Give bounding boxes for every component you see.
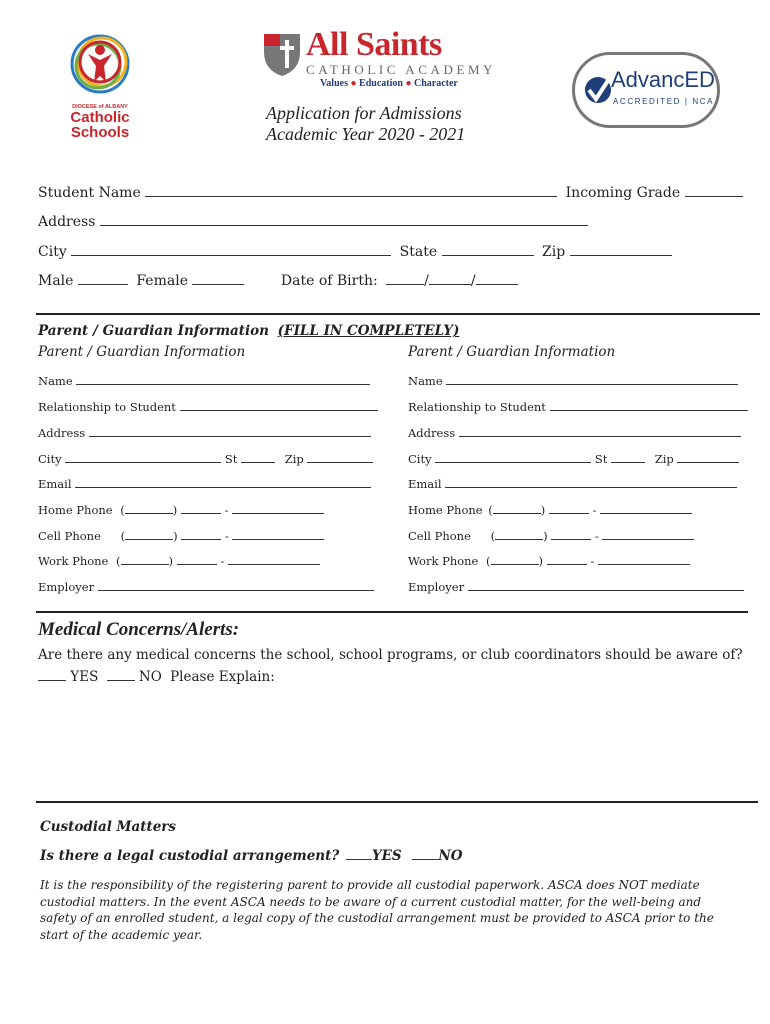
dash: - <box>590 554 595 568</box>
parent-col2-title: Parent / Guardian Information <box>408 344 616 360</box>
medical-answer-row <box>38 669 275 685</box>
logo-tagline: Values ● Education ● Character <box>320 78 458 89</box>
p2-city-field[interactable] <box>435 462 591 463</box>
p1-work-prefix-field[interactable] <box>177 564 217 565</box>
catholic-schools-logo <box>60 30 140 140</box>
p1-relationship-row <box>38 400 378 414</box>
dob-label: Date of Birth: <box>280 273 378 289</box>
incoming-grade-field[interactable] <box>685 196 743 197</box>
logo-diocese-text: DIOCESE of ALBANY <box>72 104 128 110</box>
female-field[interactable] <box>192 284 244 285</box>
p2-relationship-label: Relationship to Student <box>408 400 546 414</box>
paren-open: ( <box>120 529 126 543</box>
parent-heading-text: Parent / Guardian Information <box>38 323 269 339</box>
dash: - <box>220 554 225 568</box>
divider <box>36 313 760 315</box>
dash: - <box>594 529 599 543</box>
student-gender-row <box>38 273 518 289</box>
paren-close: ) <box>173 529 178 543</box>
p1-st-field[interactable] <box>241 462 275 463</box>
p2-work-line-field[interactable] <box>598 564 690 565</box>
circles-emblem-icon <box>60 30 140 100</box>
paren-close: ) <box>538 554 544 568</box>
paren-open: ( <box>490 529 496 543</box>
p1-city-field[interactable] <box>65 462 221 463</box>
p2-email-label: Email <box>408 477 442 491</box>
student-name-row <box>38 185 743 201</box>
dob-slash: / <box>470 273 476 289</box>
p2-address-field[interactable] <box>459 436 741 437</box>
p2-work-phone-row <box>408 554 690 568</box>
p2-st-field[interactable] <box>611 462 645 463</box>
dob-year-field[interactable] <box>476 284 518 285</box>
divider <box>36 801 758 803</box>
paren-open: ( <box>120 503 125 517</box>
custodial-question: Is there a legal custodial arrangement? <box>40 848 340 864</box>
p1-name-row <box>38 374 370 388</box>
p1-home-phone-label: Home Phone <box>38 503 113 517</box>
custodial-yes-field[interactable] <box>346 859 372 860</box>
p2-home-line-field[interactable] <box>600 513 692 514</box>
p1-city-label: City <box>38 452 62 466</box>
incoming-grade-label: Incoming Grade <box>565 185 681 201</box>
p1-home-prefix-field[interactable] <box>181 513 221 514</box>
divider <box>36 611 748 613</box>
advanced-name: AdvancED <box>611 67 715 92</box>
logo-schools-text: Schools <box>70 124 130 141</box>
p1-work-phone-row <box>38 554 320 568</box>
student-city-label: City <box>38 244 67 260</box>
p2-name-row <box>408 374 738 388</box>
student-state-label: State <box>399 244 438 260</box>
p2-home-area-field[interactable] <box>493 513 541 514</box>
p1-st-label: St <box>224 452 238 466</box>
dash: - <box>224 529 229 543</box>
p2-employer-row <box>408 580 744 594</box>
p2-cell-area-field[interactable] <box>495 539 543 540</box>
student-city-field[interactable] <box>71 255 391 256</box>
p2-zip-field[interactable] <box>677 462 739 463</box>
dob-slash: / <box>424 273 429 289</box>
p2-address-label: Address <box>408 426 456 440</box>
p1-employer-label: Employer <box>38 580 95 594</box>
advanced-logo <box>572 52 720 128</box>
student-address-field[interactable] <box>100 225 588 226</box>
p1-city-row <box>38 452 373 466</box>
medical-explain-area[interactable] <box>36 694 756 794</box>
parent-heading-note: (FILL IN COMPLETELY) <box>277 323 460 339</box>
student-address-label: Address <box>38 214 96 230</box>
p1-cell-area-field[interactable] <box>125 539 173 540</box>
p1-name-field[interactable] <box>76 384 370 385</box>
logo-catholic-text: Catholic <box>70 109 130 126</box>
medical-no-field[interactable] <box>107 680 135 681</box>
p2-relationship-field[interactable] <box>550 410 748 411</box>
p2-st-label: St <box>594 452 608 466</box>
form-title: Application for Admissions <box>266 103 462 123</box>
medical-yes-field[interactable] <box>38 680 66 681</box>
medical-yes-label: YES <box>70 669 99 685</box>
custodial-yes-label: YES <box>371 848 402 864</box>
p1-address-field[interactable] <box>89 436 371 437</box>
p2-cell-phone-label: Cell Phone <box>408 529 471 543</box>
paren-open: ( <box>486 554 491 568</box>
shield-cross-icon <box>262 32 302 78</box>
custodial-no-field[interactable] <box>412 859 438 860</box>
parent-section-heading <box>38 323 459 339</box>
custodial-heading: Custodial Matters <box>40 819 177 835</box>
paren-close: ) <box>540 503 546 517</box>
p1-relationship-field[interactable] <box>180 410 378 411</box>
p2-work-area-field[interactable] <box>491 564 539 565</box>
catholic-academy-text: CATHOLIC ACADEMY <box>306 62 497 77</box>
p1-zip-label: Zip <box>284 452 304 466</box>
paren-close: ) <box>172 503 178 517</box>
advanced-sub: ACCREDITED | NCA <box>613 97 715 106</box>
p2-cell-line-field[interactable] <box>602 539 694 540</box>
student-name-field[interactable] <box>145 196 557 197</box>
p2-email-row <box>408 477 737 491</box>
medical-question: Are there any medical concerns the school, school programs, or club coordinators should be aware of? <box>38 647 743 663</box>
p2-employer-field[interactable] <box>468 590 744 591</box>
p1-home-line-field[interactable] <box>232 513 324 514</box>
form-year: Academic Year 2020 - 2021 <box>266 124 466 144</box>
p2-work-phone-label: Work Phone <box>408 554 479 568</box>
paren-open: ( <box>116 554 121 568</box>
student-zip-label: Zip <box>542 244 566 260</box>
student-zip-field[interactable] <box>570 255 672 256</box>
parent-col1-title: Parent / Guardian Information <box>38 344 246 360</box>
p2-employer-label: Employer <box>408 580 465 594</box>
globe-check-icon <box>583 69 613 111</box>
p1-name-label: Name <box>38 374 73 388</box>
all-saints-title: All Saints <box>306 26 442 63</box>
p1-address-label: Address <box>38 426 86 440</box>
p2-city-label: City <box>408 452 432 466</box>
p2-name-field[interactable] <box>446 384 738 385</box>
p2-relationship-row <box>408 400 748 414</box>
paren-open: ( <box>488 503 493 517</box>
custodial-no-label: NO <box>438 848 463 864</box>
p1-address-row <box>38 426 371 440</box>
p1-zip-field[interactable] <box>307 462 373 463</box>
p1-cell-prefix-field[interactable] <box>181 539 221 540</box>
p2-home-phone-label: Home Phone <box>408 503 483 517</box>
p2-zip-label: Zip <box>654 452 674 466</box>
dash: - <box>224 503 229 517</box>
p1-email-field[interactable] <box>75 487 371 488</box>
medical-no-label: NO <box>138 669 162 685</box>
p1-employer-row <box>38 580 374 594</box>
custodial-paragraph: It is the responsibility of the registering parent to provide all custodial paperwork. ASCA does NOT mediate custodial matters. In the event ASCA needs to be aware of a current custodial matter, for the well-being and safety of an enrolled student, a legal copy of the custodial arrangement must be provided to ASCA prior to the start of the academic year. <box>40 878 714 942</box>
p2-cell-prefix-field[interactable] <box>551 539 591 540</box>
p1-cell-phone-label: Cell Phone <box>38 529 101 543</box>
tagline-character: Character <box>413 78 458 89</box>
p1-email-label: Email <box>38 477 72 491</box>
p1-work-phone-label: Work Phone <box>38 554 109 568</box>
p1-work-line-field[interactable] <box>228 564 320 565</box>
tagline-education: Education <box>359 78 403 89</box>
p2-address-row <box>408 426 741 440</box>
tagline-values: Values <box>320 78 348 89</box>
medical-explain-label: Please Explain: <box>170 669 275 685</box>
p1-home-phone-row <box>38 503 324 517</box>
male-label: Male <box>38 273 74 289</box>
p2-city-row <box>408 452 739 466</box>
p2-home-phone-row <box>408 503 692 517</box>
p1-email-row <box>38 477 371 491</box>
paren-close: ) <box>543 529 548 543</box>
dash: - <box>592 503 597 517</box>
p1-relationship-label: Relationship to Student <box>38 400 176 414</box>
student-address-row <box>38 214 588 230</box>
student-name-label: Student Name <box>38 185 141 201</box>
student-city-row <box>38 244 672 260</box>
p2-home-prefix-field[interactable] <box>549 513 589 514</box>
student-state-field[interactable] <box>442 255 534 256</box>
p1-cell-line-field[interactable] <box>232 539 324 540</box>
dob-day-field[interactable] <box>429 284 471 285</box>
custodial-question-row <box>40 848 462 864</box>
paren-close: ) <box>168 554 174 568</box>
female-label: Female <box>136 273 188 289</box>
p2-cell-phone-row <box>408 529 694 543</box>
dob-month-field[interactable] <box>386 284 424 285</box>
p2-work-prefix-field[interactable] <box>547 564 587 565</box>
p2-name-label: Name <box>408 374 443 388</box>
all-saints-logo <box>262 26 522 92</box>
p1-cell-phone-row <box>38 529 324 543</box>
p2-email-field[interactable] <box>445 487 737 488</box>
medical-heading: Medical Concerns/Alerts: <box>38 619 240 640</box>
p1-work-area-field[interactable] <box>121 564 169 565</box>
p1-home-area-field[interactable] <box>125 513 173 514</box>
male-field[interactable] <box>78 284 128 285</box>
p1-employer-field[interactable] <box>98 590 374 591</box>
